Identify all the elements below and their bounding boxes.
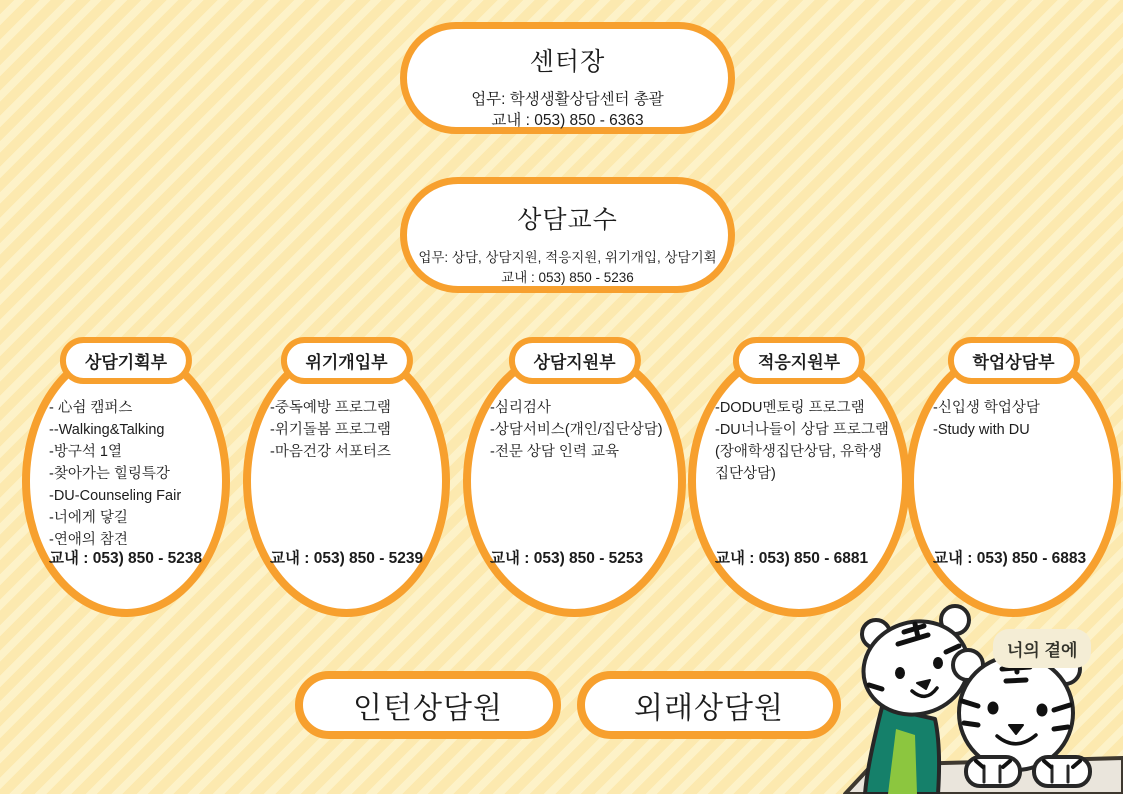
program-item: -마음건강 서포터즈 — [270, 444, 391, 460]
dept-program-list — [49, 397, 224, 551]
program-item: 집단상담) — [715, 466, 776, 482]
program-item: -너에게 닿길 — [49, 510, 128, 526]
counseling-professor-phone: 교내 : 053) 850 - 5236 — [501, 270, 634, 285]
dept-header-pill: 위기개입부 — [280, 337, 412, 384]
dept-crisis-intervention — [243, 345, 450, 617]
dept-bubble-outline — [243, 345, 450, 617]
dept-phone: 교내 : 053) 850 - 5238 — [49, 550, 203, 567]
program-item: -연애의 참견 — [49, 532, 128, 548]
program-item: (장애학생집단상담, 유학생 — [715, 444, 882, 460]
program-item: -찾아가는 힐링특강 — [49, 466, 170, 482]
center-director-title: 센터장 — [529, 48, 606, 76]
dept-phone: 교내 : 053) 850 - 6883 — [933, 550, 1087, 567]
counseling-professor-box — [400, 177, 735, 293]
program-item: -DU-Counseling Fair — [49, 488, 182, 504]
center-director-phone: 교내 : 053) 850 - 6363 — [491, 112, 644, 129]
dept-header-pill: 상담기획부 — [60, 337, 192, 384]
center-director-details — [407, 89, 728, 131]
program-item: -중독예방 프로그램 — [270, 400, 391, 416]
dept-academic-counseling — [906, 345, 1121, 617]
dept-adaptation-support — [688, 345, 910, 617]
intern-counselor-pill: 인턴상담원 — [295, 671, 561, 739]
counseling-professor-title: 상담교수 — [517, 206, 618, 234]
mascot-speech-bubble: 너의 곁에 — [993, 629, 1091, 668]
visiting-counselor-pill: 외래상담원 — [577, 671, 841, 739]
dept-phone: 교내 : 053) 850 - 6881 — [715, 550, 869, 567]
program-item: -전문 상담 인력 교육 — [490, 444, 619, 460]
dept-program-list — [715, 397, 904, 485]
dept-phone: 교내 : 053) 850 - 5239 — [270, 550, 424, 567]
program-item: -상담서비스(개인/집단상담) — [490, 422, 663, 438]
dept-bubble-outline — [906, 345, 1121, 617]
dept-counseling-support — [463, 345, 686, 617]
counseling-professor-duty: 업무: 상담, 상담지원, 적응지원, 위기개입, 상담기획 — [418, 250, 717, 265]
dept-header-pill: 상담지원부 — [508, 337, 640, 384]
dept-phone: 교내 : 053) 850 - 5253 — [490, 550, 644, 567]
program-item: -심리검사 — [490, 400, 551, 416]
program-item: --Walking&Talking — [49, 422, 165, 438]
dept-bubble-outline — [463, 345, 686, 617]
dept-program-list — [270, 397, 444, 463]
center-director-box — [400, 22, 735, 134]
program-item: -방구석 1열 — [49, 444, 122, 460]
program-item: -신입생 학업상담 — [933, 400, 1040, 416]
program-item: - 心쉼 캠퍼스 — [49, 400, 133, 416]
program-item: -위기돌봄 프로그램 — [270, 422, 391, 438]
counseling-professor-details — [407, 248, 728, 288]
dept-header-pill: 학업상담부 — [947, 337, 1079, 384]
tiger-mascots-illustration — [838, 589, 1123, 794]
front-tiger — [953, 650, 1090, 786]
center-director-duty: 업무: 학생생활상담센터 총괄 — [471, 91, 664, 108]
program-item: -DU너나들이 상담 프로그램 — [715, 422, 889, 438]
dept-header-pill: 적응지원부 — [733, 337, 865, 384]
program-item: -DODU멘토링 프로그램 — [715, 400, 865, 416]
dept-program-list — [490, 397, 680, 463]
dept-counseling-planning — [22, 345, 230, 617]
program-item: -Study with DU — [933, 422, 1030, 438]
dept-program-list — [933, 397, 1115, 441]
